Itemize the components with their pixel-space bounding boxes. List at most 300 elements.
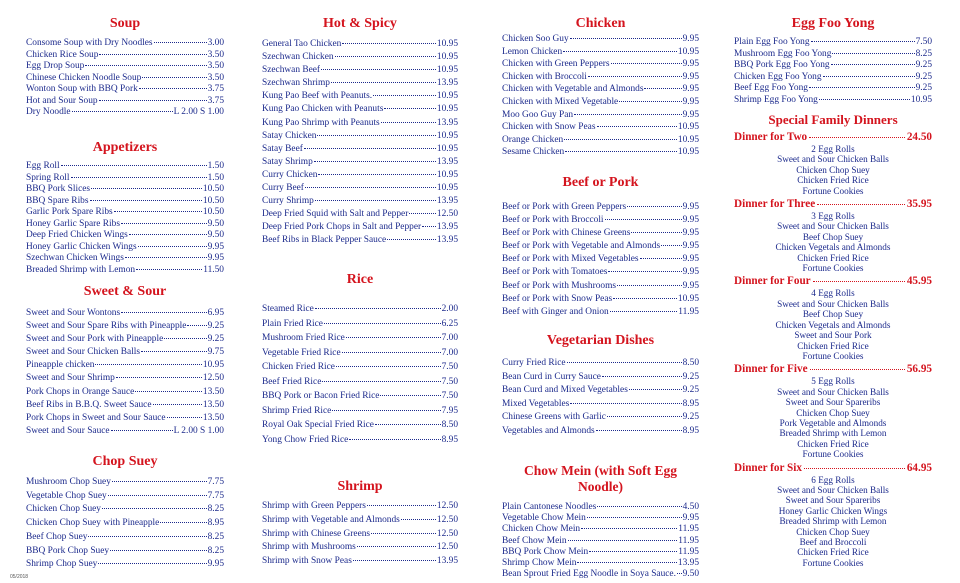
dot-leader xyxy=(99,100,207,101)
menu-item-price: 9.25 xyxy=(682,371,699,382)
menu-item xyxy=(262,317,458,332)
menu-item-name: Mushroom Egg Foo Yong xyxy=(734,48,832,59)
menu-item-price: 8.95 xyxy=(207,518,224,529)
dot-leader xyxy=(640,258,682,259)
dot-leader xyxy=(85,65,206,66)
menu-item xyxy=(26,184,224,196)
dot-leader xyxy=(99,54,206,55)
menu-item-price: 9.95 xyxy=(682,215,699,226)
section-shrimp xyxy=(262,479,458,569)
dinner-price: 56.95 xyxy=(906,363,932,376)
dinner-name: Dinner for Five xyxy=(734,363,808,376)
menu-item-price: 8.25 xyxy=(207,504,224,515)
menu-item-price: 10.95 xyxy=(436,183,458,194)
menu-item-name: Sweet and Sour Spare Ribs with Pineapple xyxy=(26,321,187,332)
menu-item-price: 9.25 xyxy=(207,334,224,345)
menu-item-price: 8.25 xyxy=(207,531,224,542)
menu-item xyxy=(262,208,458,221)
menu-item xyxy=(26,219,224,231)
menu-item xyxy=(262,302,458,317)
menu-item xyxy=(502,201,699,214)
menu-item-price: 13.50 xyxy=(202,399,224,410)
dot-leader xyxy=(324,323,441,324)
dot-leader xyxy=(353,560,436,561)
section-chow-mein xyxy=(502,463,699,580)
dinner-header xyxy=(734,362,932,376)
dot-leader xyxy=(371,533,436,534)
menu-item-name: Chicken with Vegetable and Almonds xyxy=(502,84,644,95)
menu-item xyxy=(502,33,699,46)
menu-item-price: 12.50 xyxy=(436,514,458,525)
menu-item-price: 3.75 xyxy=(207,95,224,106)
item-list xyxy=(26,38,224,119)
menu-item-name: Yong Chow Fried Rice xyxy=(262,434,349,445)
menu-item-name: Beef Egg Foo Yong xyxy=(734,83,808,94)
menu-item-name: Chicken Rice Soup xyxy=(26,49,99,60)
menu-item-price: 4.50 xyxy=(682,502,699,512)
menu-item-name: Beef or Pork with Green Peppers xyxy=(502,202,627,212)
dinner-included-item: Chicken Fried Rice xyxy=(797,252,869,263)
footer-code: 05/2018 xyxy=(10,574,29,580)
menu-item xyxy=(26,320,224,333)
dinner-included-item: Beef Chop Suey xyxy=(802,309,864,320)
menu-item xyxy=(502,240,699,253)
dinner-included-item: Fortune Cookies xyxy=(802,449,864,460)
item-list xyxy=(26,476,224,572)
menu-item xyxy=(502,121,699,134)
menu-item xyxy=(26,242,224,254)
menu-item xyxy=(26,333,224,346)
menu-item-name: Shrimp with Snow Peas xyxy=(262,556,352,567)
dot-leader xyxy=(349,439,440,440)
dot-leader xyxy=(136,269,202,270)
dot-leader xyxy=(570,403,681,404)
dot-leader xyxy=(108,495,207,496)
menu-item-name: Sweet and Sour Wontons xyxy=(26,308,121,318)
dinner-header xyxy=(734,197,932,211)
menu-item-name: Beef Fried Rice xyxy=(262,376,322,387)
menu-item-price: 1.50 xyxy=(207,172,224,183)
menu-item-price: 9.95 xyxy=(682,59,699,70)
dinner-package xyxy=(734,362,932,459)
menu-item-price: 12.50 xyxy=(436,542,458,553)
dot-leader xyxy=(314,161,436,162)
menu-item-price: 9.25 xyxy=(207,321,224,332)
dinner-included-item: Chicken Chop Suey xyxy=(796,164,870,175)
menu-item xyxy=(502,384,699,398)
menu-item-price: 7.00 xyxy=(441,333,458,343)
menu-item xyxy=(502,371,699,385)
dot-leader xyxy=(810,369,905,370)
menu-item-price: L 2.00 S 1.00 xyxy=(173,107,224,117)
menu-item-price: 7.50 xyxy=(441,391,458,401)
menu-item-name: Chicken with Mixed Vegetable xyxy=(502,96,619,107)
menu-item-price: 8.50 xyxy=(441,420,458,430)
menu-item-name: Beef or Pork with Snow Peas xyxy=(502,293,613,304)
dot-leader xyxy=(141,351,207,352)
dinner-price: 24.50 xyxy=(906,131,932,143)
dinner-name: Dinner for Two xyxy=(734,131,808,143)
menu-item xyxy=(26,50,224,62)
dot-leader xyxy=(317,135,435,136)
menu-item-price: 10.95 xyxy=(677,147,699,158)
menu-item xyxy=(262,234,458,247)
dot-leader xyxy=(321,69,436,70)
menu-item-price: 9.50 xyxy=(207,218,224,229)
dot-leader xyxy=(129,234,207,235)
menu-item-price: 9.75 xyxy=(207,347,224,358)
dinner-header xyxy=(734,274,932,288)
menu-item-name: Egg Drop Soup xyxy=(26,61,85,71)
menu-item-name: BBQ Pork Egg Foo Yong xyxy=(734,60,830,71)
dinner-included-item: Chicken Fried Rice xyxy=(797,175,869,186)
menu-item-price: 9.95 xyxy=(682,34,699,44)
menu-item xyxy=(262,103,458,116)
menu-item-name: Plain Egg Foo Yong xyxy=(734,37,810,47)
menu-item-price: 8.95 xyxy=(441,434,458,445)
dot-leader xyxy=(570,38,682,39)
menu-item xyxy=(262,500,458,514)
dinner-included-item: 5 Egg Rolls xyxy=(811,376,855,387)
menu-item-name: Royal Oak Special Fried Rice xyxy=(262,420,374,430)
dot-leader xyxy=(567,362,682,363)
menu-item xyxy=(262,528,458,542)
menu-item-name: Wonton Soup with BBQ Pork xyxy=(26,84,138,94)
menu-item xyxy=(26,531,224,545)
dot-leader xyxy=(613,298,677,299)
dot-leader xyxy=(381,122,436,123)
dinner-name: Dinner for Six xyxy=(734,461,802,474)
menu-item-price: 7.00 xyxy=(441,347,458,358)
menu-item-price: 9.95 xyxy=(682,71,699,82)
menu-item xyxy=(502,569,699,580)
menu-item xyxy=(26,161,224,173)
menu-item-name: Hot and Sour Soup xyxy=(26,95,98,106)
dot-leader xyxy=(661,245,681,246)
menu-item-name: Satay Beef xyxy=(262,143,303,154)
dot-leader xyxy=(164,338,206,339)
menu-item-price: 9.95 xyxy=(682,84,699,95)
menu-item-name: Beef with Ginger and Onion xyxy=(502,306,609,317)
dot-leader xyxy=(627,206,681,207)
menu-item xyxy=(502,524,699,535)
menu-item xyxy=(502,306,699,319)
menu-item-name: Spring Roll xyxy=(26,172,70,183)
item-list xyxy=(502,201,699,319)
menu-item-price: 7.50 xyxy=(441,376,458,387)
dot-leader xyxy=(564,139,677,140)
menu-item-name: Satay Chicken xyxy=(262,130,317,141)
menu-item-price: 8.95 xyxy=(682,398,699,409)
menu-item xyxy=(262,360,458,375)
menu-item-price: 7.75 xyxy=(207,477,224,487)
dot-leader xyxy=(677,573,682,574)
menu-item xyxy=(502,280,699,293)
dot-leader xyxy=(804,468,905,469)
menu-item-name: Beef or Pork with Vegetable and Almonds xyxy=(502,241,661,252)
menu-item-price: 13.50 xyxy=(202,412,224,423)
menu-item xyxy=(502,357,699,371)
menu-item-price: 10.50 xyxy=(202,184,224,194)
menu-item-price: 9.95 xyxy=(682,267,699,278)
dot-leader xyxy=(819,99,910,100)
menu-item-price: 3.50 xyxy=(207,72,224,83)
menu-item xyxy=(26,359,224,372)
menu-item xyxy=(502,214,699,227)
menu-item-name: Bean Sprout Fried Egg Noodle in Soya Sauce. xyxy=(502,569,676,580)
menu-item-name: Deep Fried Chicken Wings xyxy=(26,230,128,240)
dot-leader xyxy=(602,376,682,377)
dot-leader xyxy=(142,77,206,78)
menu-item-price: 3.50 xyxy=(207,49,224,60)
menu-item-name: Pineapple chicken xyxy=(26,360,95,371)
menu-item-price: 9.95 xyxy=(682,254,699,265)
dot-leader xyxy=(346,337,441,338)
dot-leader xyxy=(589,551,677,552)
menu-item-name: Chicken Soo Guy xyxy=(502,34,569,44)
dot-leader xyxy=(121,223,207,224)
menu-item-price: 10.95 xyxy=(436,65,458,76)
menu-item-price: 11.50 xyxy=(203,264,224,275)
dot-leader xyxy=(610,311,678,312)
dot-leader xyxy=(332,410,440,411)
menu-item-name: Vegetable Chow Mein xyxy=(502,513,586,524)
menu-item-price: 13.95 xyxy=(436,235,458,246)
dinner-included-item: Sweet and Sour Chicken Balls xyxy=(777,298,889,309)
menu-item-price: 13.95 xyxy=(436,556,458,567)
menu-item-name: Kung Pao Shrimp with Peanuts xyxy=(262,117,380,128)
dot-leader xyxy=(422,226,436,227)
dinner-included-item: Sweet and Sour Pork xyxy=(794,330,872,341)
menu-item-price: 9.95 xyxy=(207,253,224,263)
menu-item xyxy=(26,196,224,208)
section-family-dinners xyxy=(734,112,932,568)
section-sweet-sour xyxy=(26,284,224,438)
section-title: Hot & Spicy xyxy=(323,16,397,31)
menu-item-name: Egg Roll xyxy=(26,161,60,171)
menu-item-price: 3.00 xyxy=(207,38,224,48)
item-list xyxy=(262,500,458,569)
menu-item-price: 9.95 xyxy=(207,241,224,252)
dinner-included-item: 2 Egg Rolls xyxy=(811,144,855,154)
dinner-included-item: Chicken Chop Suey xyxy=(796,407,870,418)
menu-item xyxy=(502,547,699,558)
menu-item xyxy=(26,490,224,504)
menu-item-name: Beef or Pork with Tomatoes xyxy=(502,267,608,278)
menu-item-name: Chicken with Broccoli xyxy=(502,71,587,82)
menu-item xyxy=(262,169,458,182)
menu-item-name: Pork Chops in Orange Sauce xyxy=(26,386,135,397)
menu-item-price: 9.95 xyxy=(682,202,699,212)
dot-leader xyxy=(384,108,436,109)
item-list xyxy=(502,502,699,580)
menu-item xyxy=(26,61,224,73)
section-rice xyxy=(262,272,458,447)
dot-leader xyxy=(631,232,681,233)
menu-item-name: Szechwan Chicken xyxy=(262,52,334,63)
menu-item-price: 9.25 xyxy=(682,385,699,396)
dot-leader xyxy=(577,562,676,563)
dot-leader xyxy=(90,200,202,201)
menu-item-name: Shrimp Chop Suey xyxy=(26,559,98,570)
dinner-included-item: 3 Egg Rolls xyxy=(811,211,855,222)
menu-item-price: 7.75 xyxy=(207,490,224,501)
dinner-included-item: Sweet and Sour Chicken Balls xyxy=(777,221,889,232)
menu-item xyxy=(262,64,458,77)
menu-item-name: BBQ Spare Ribs xyxy=(26,195,89,206)
menu-item xyxy=(26,503,224,517)
menu-item-price: 9.95 xyxy=(207,559,224,570)
menu-item-name: Beef or Pork with Chinese Greens xyxy=(502,228,631,239)
menu-item xyxy=(262,331,458,346)
menu-item-price: 13.95 xyxy=(436,196,458,207)
menu-item xyxy=(262,143,458,156)
menu-item xyxy=(502,83,699,96)
menu-item xyxy=(26,412,224,425)
menu-item-price: 10.95 xyxy=(202,360,224,371)
item-list xyxy=(502,33,699,159)
menu-item-name: Szechwan Beef xyxy=(262,65,321,76)
dinner-included-item: Beef Chop Suey xyxy=(802,231,864,242)
menu-item-name: Pork Chops in Sweet and Sour Sauce xyxy=(26,412,166,423)
section-title: Vegetarian Dishes xyxy=(546,333,655,348)
menu-item-price: 6.25 xyxy=(441,318,458,329)
menu-item-name: Steamed Rice xyxy=(262,304,314,314)
section-title: Egg Foo Yong xyxy=(791,16,875,31)
menu-item xyxy=(502,46,699,59)
menu-item-name: Satay Shrimp xyxy=(262,156,313,167)
menu-item-price: 13.95 xyxy=(436,117,458,128)
menu-item-price: 10.95 xyxy=(436,39,458,49)
menu-item-name: Sweet and Sour Sauce xyxy=(26,425,110,436)
menu-item-price: 10.95 xyxy=(436,130,458,141)
menu-item-price: 10.95 xyxy=(677,46,699,57)
dinner-name: Dinner for Four xyxy=(734,275,811,288)
dot-leader xyxy=(88,536,206,537)
menu-item-name: Shrimp Egg Foo Yong xyxy=(734,94,818,105)
menu-item xyxy=(26,346,224,359)
menu-item-price: 8.25 xyxy=(207,545,224,556)
menu-item xyxy=(502,134,699,147)
dot-leader xyxy=(304,148,436,149)
dot-leader xyxy=(95,364,201,365)
menu-item-name: Dry Noodle xyxy=(26,107,71,117)
dot-leader xyxy=(644,88,681,89)
menu-item-name: Kung Pao Chicken with Peanuts xyxy=(262,104,384,115)
dinner-price: 64.95 xyxy=(906,461,932,474)
dot-leader xyxy=(401,519,436,520)
dot-leader xyxy=(114,211,202,212)
dot-leader xyxy=(187,325,206,326)
dot-leader xyxy=(823,76,915,77)
dot-leader xyxy=(111,430,173,431)
dinner-included-item: Sweet and Sour Spareribs xyxy=(785,397,881,408)
menu-item-name: Kung Pao Beef with Peanuts. xyxy=(262,91,373,102)
menu-item xyxy=(26,73,224,85)
dot-leader xyxy=(305,187,436,188)
dot-leader xyxy=(568,540,678,541)
menu-item-name: Curry Fried Rice xyxy=(502,358,566,368)
menu-item xyxy=(26,399,224,412)
menu-item-price: 10.95 xyxy=(910,94,932,105)
section-appetizers xyxy=(26,140,224,276)
menu-item-name: Beef Ribs in B.B.Q. Sweet Sauce xyxy=(26,399,152,410)
menu-item-name: Curry Chicken xyxy=(262,169,318,180)
dot-leader xyxy=(597,506,681,507)
menu-item xyxy=(26,84,224,96)
dot-leader xyxy=(116,377,202,378)
menu-item-price: 12.50 xyxy=(436,209,458,220)
dinner-header xyxy=(734,130,932,144)
menu-item-price: 11.95 xyxy=(678,524,699,535)
menu-item-price: 9.95 xyxy=(682,280,699,291)
menu-item-price: 6.95 xyxy=(207,308,224,318)
dot-leader xyxy=(110,550,207,551)
menu-item-name: Shrimp Fried Rice xyxy=(262,405,332,416)
section-chicken xyxy=(502,16,699,159)
menu-item xyxy=(26,265,224,277)
dinner-package xyxy=(734,197,932,273)
menu-item-name: BBQ Pork Slices xyxy=(26,184,91,194)
menu-item-name: Vegetable Fried Rice xyxy=(262,347,341,358)
menu-item-price: 9.95 xyxy=(682,241,699,252)
menu-item-price: 13.95 xyxy=(436,222,458,233)
dot-leader xyxy=(588,76,682,77)
menu-item xyxy=(26,230,224,242)
dot-leader xyxy=(61,165,207,166)
menu-item xyxy=(262,221,458,234)
dot-leader xyxy=(574,114,681,115)
dot-leader xyxy=(71,177,207,178)
dot-leader xyxy=(167,417,202,418)
menu-item-price: 9.25 xyxy=(915,71,932,82)
dinner-included-item: 6 Egg Rolls xyxy=(811,474,855,485)
dot-leader xyxy=(335,56,436,57)
menu-item-name: Mushroom Fried Rice xyxy=(262,333,345,343)
dinner-included-item: Fortune Cookies xyxy=(802,557,864,568)
menu-item xyxy=(26,107,224,119)
menu-item-price: 8.95 xyxy=(682,425,699,436)
dot-leader xyxy=(597,126,677,127)
section-title: Chow Mein (with Soft Egg Noodle) xyxy=(523,463,677,494)
menu-item-name: Shrimp with Green Peppers xyxy=(262,501,366,511)
dinner-included-item: Fortune Cookies xyxy=(802,263,864,274)
menu-item xyxy=(262,389,458,404)
menu-item-price: 10.50 xyxy=(202,195,224,206)
menu-item-name: Beef or Pork with Mixed Vegetables xyxy=(502,254,639,265)
section-title: Shrimp xyxy=(337,479,383,494)
dot-leader xyxy=(605,219,682,220)
menu-item xyxy=(502,398,699,412)
dinner-package xyxy=(734,461,932,569)
menu-item xyxy=(26,173,224,185)
section-title: Beef or Pork xyxy=(562,175,639,190)
dot-leader xyxy=(102,508,207,509)
menu-item-price: 3.50 xyxy=(207,61,224,71)
dinner-package xyxy=(734,130,932,196)
dot-leader xyxy=(315,308,441,309)
dot-leader xyxy=(121,312,206,313)
menu-item-price: 11.95 xyxy=(678,535,699,546)
menu-item-name: Mixed Vegetables xyxy=(502,398,570,409)
menu-item xyxy=(262,514,458,528)
section-soup xyxy=(26,16,224,119)
menu-item-name: Chicken Chow Mein xyxy=(502,524,581,535)
section-hot-spicy xyxy=(262,16,458,248)
menu-item-price: 7.50 xyxy=(441,362,458,372)
menu-item-price: 9.95 xyxy=(682,96,699,107)
section-beef-pork xyxy=(502,175,699,319)
